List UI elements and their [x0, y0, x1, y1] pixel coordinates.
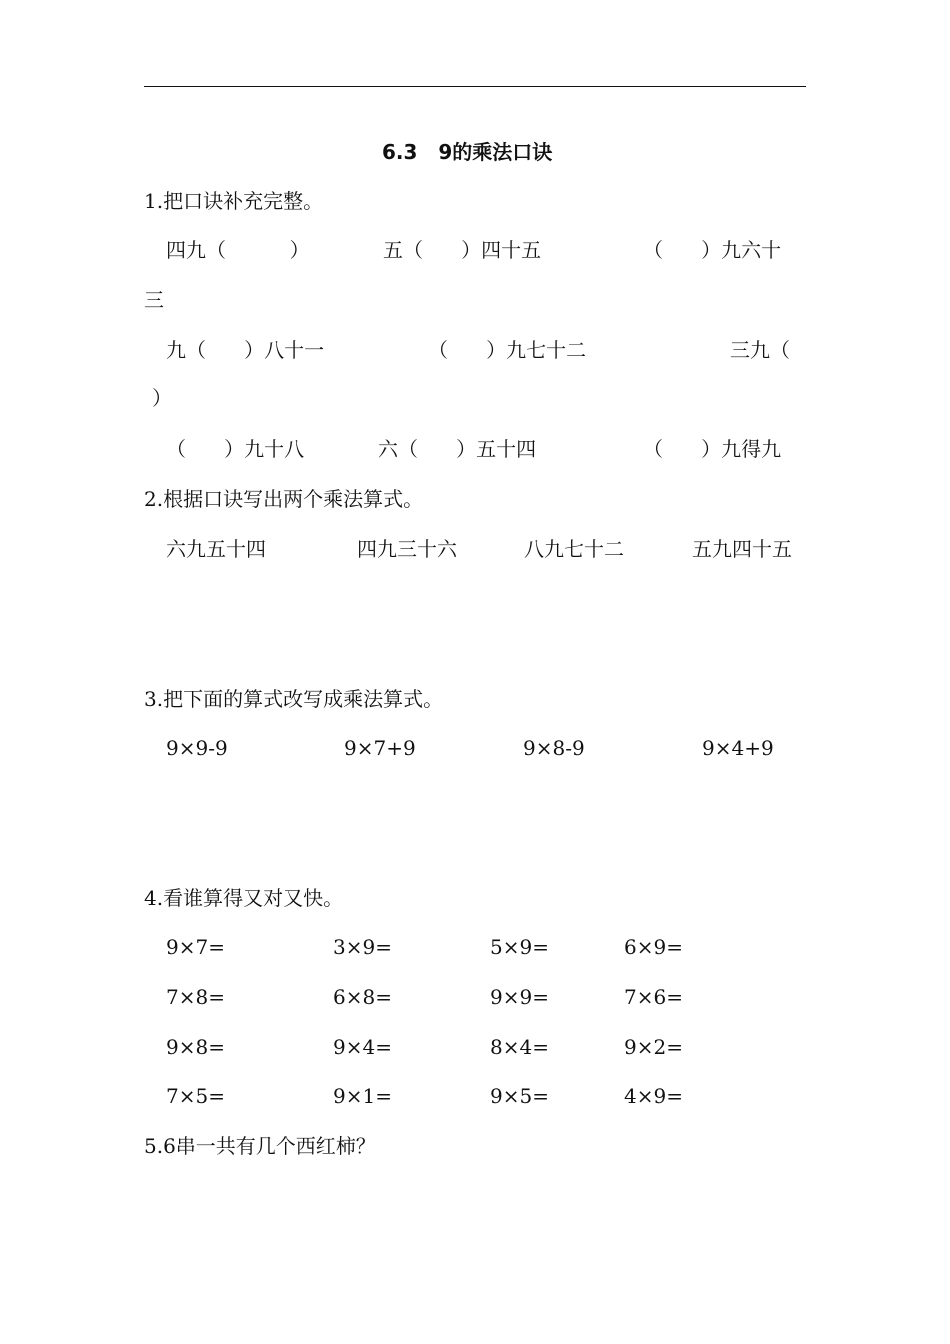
q1-row2-item-a: 九（ ）八十一 — [166, 338, 325, 362]
q4-cell: 7×5= — [166, 1084, 225, 1108]
q2-item: 四九三十六 — [357, 537, 457, 561]
q4-cell: 7×8= — [166, 985, 225, 1009]
q1-row3-item-c: （ ）九得九 — [643, 437, 782, 461]
q4-cell: 6×9= — [624, 935, 683, 959]
q4-cell: 9×5= — [490, 1084, 549, 1108]
q4-cell: 9×7= — [166, 935, 225, 959]
q1-row1-item-c: （ ）九六十 — [643, 238, 782, 262]
q4-heading: 4.看谁算得又对又快。 — [144, 886, 344, 910]
q1-row1-item-a: 四九（ ） — [166, 238, 310, 262]
q4-cell: 7×6= — [624, 985, 683, 1009]
q4-cell: 9×9= — [490, 985, 549, 1009]
q4-cell: 9×2= — [624, 1035, 683, 1059]
q2-item: 六九五十四 — [166, 537, 266, 561]
q4-cell: 9×8= — [166, 1035, 225, 1059]
q4-cell: 5×9= — [490, 935, 549, 959]
page-title: 6.3 9的乘法口诀 — [382, 140, 553, 164]
q3-item: 9×7+9 — [344, 736, 416, 760]
q3-item: 9×8-9 — [523, 736, 585, 760]
q2-item: 五九四十五 — [692, 537, 792, 561]
q1-row1-item-b: 五（ ）四十五 — [383, 238, 542, 262]
q1-row2-item-c: 三九（ — [730, 338, 790, 362]
q4-cell: 3×9= — [333, 935, 392, 959]
q3-heading: 3.把下面的算式改写成乘法算式。 — [144, 687, 444, 711]
q1-row1-wrap: 三 — [144, 288, 164, 312]
q5-heading: 5.6串一共有几个西红柿？ — [144, 1134, 376, 1158]
q4-cell: 6×8= — [333, 985, 392, 1009]
q3-item: 9×9-9 — [166, 736, 228, 760]
q4-cell: 8×4= — [490, 1035, 549, 1059]
q1-row3-item-a: （ ）九十八 — [166, 437, 305, 461]
q4-cell: 9×4= — [333, 1035, 392, 1059]
q4-cell: 4×9= — [624, 1084, 683, 1108]
q4-cell: 9×1= — [333, 1084, 392, 1108]
header-rule — [144, 86, 806, 87]
q1-row2-item-b: （ ）九七十二 — [428, 338, 587, 362]
q1-row2-wrap: ） — [152, 386, 172, 410]
q1-row3-item-b: 六（ ）五十四 — [378, 437, 537, 461]
q2-item: 八九七十二 — [524, 537, 624, 561]
q3-item: 9×4+9 — [702, 736, 774, 760]
q1-heading: 1.把口诀补充完整。 — [144, 189, 324, 213]
q2-heading: 2.根据口诀写出两个乘法算式。 — [144, 487, 424, 511]
